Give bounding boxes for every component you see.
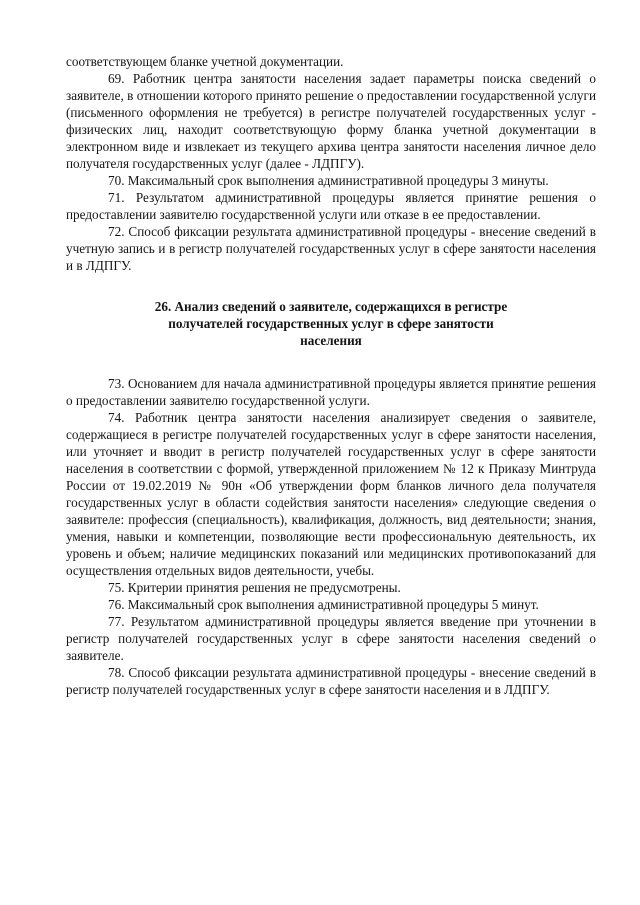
section-heading-line-2: получателей государственных услуг в сфере занятости (168, 316, 494, 331)
paragraph-70: 70. Максимальный срок выполнения административной процедуры 3 минуты. (108, 173, 549, 188)
paragraph-77: 77. Результатом административной процедуры является введение при уточнении в регистр получателей государственных услуг в сфере занятости населения сведений о заявителе. (66, 614, 596, 663)
paragraph-76: 76. Максимальный срок выполнения административной процедуры 5 минут. (108, 597, 539, 612)
document-page (66, 53, 596, 698)
paragraph-75: 75. Критерии принятия решения не предусмотрены. (108, 580, 401, 595)
paragraph-74: 74. Работник центра занятости населения анализирует сведения о заявителе, содержащиеся в регистре получателей государственных услуг в сфере занятости населения, или уточняет и вводит в регистр получателей государственных услуг в сфере занятости населения в соответствии с формой, утвержденной приложением № 12 к Приказу Минтруда России от 19.02.2019 № 90н «Об утверждении форм бланков личного дела получателя государственных услуг в области содействия занятости населения» следующие сведения о заявителе: профессия (специальность), квалификация, должность, вид деятельности; знания, умения, навыки и компетенции, позволяющие вести профессиональную деятельность, их уровень и объем; наличие медицинских показаний или медицинских противопоказаний для осуществления отдельных видов деятельности, учебы. (66, 410, 596, 578)
paragraph-69: 69. Работник центра занятости населения задает параметры поиска сведений о заявителе, в отношении которого принято решение о предоставлении государственной услуги (письменного оформления не требуется) в регистре получателей государственных услуг - физических лиц, находит соответствующую форму бланка учетной документации в электронном виде и извлекает из текущего архива центра занятости населения личное дело получателя государственных услуг (далее - ЛДПГУ). (66, 71, 596, 171)
paragraph-continuation: соответствующем бланке учетной документации. (66, 54, 344, 69)
paragraph-73: 73. Основанием для начала административной процедуры является принятие решения о предоставлении заявителю государственной услуги. (66, 376, 596, 408)
paragraph-71: 71. Результатом административной процедуры является принятие решения о предоставлении заявителю государственной услуги или отказе в ее предоставлении. (66, 190, 596, 222)
paragraph-72: 72. Способ фиксации результата административной процедуры - внесение сведений в учетную запись и в регистр получателей государственных услуг в сфере занятости населения и в ЛДПГУ. (66, 224, 596, 273)
section-heading (66, 298, 596, 349)
section-heading-line-1: 26. Анализ сведений о заявителе, содержащихся в регистре (154, 299, 508, 314)
paragraph-78: 78. Способ фиксации результата административной процедуры - внесение сведений в регистр получателей государственных услуг в сфере занятости населения и в ЛДПГУ. (66, 665, 596, 697)
section-heading-line-3: населения (300, 333, 362, 348)
